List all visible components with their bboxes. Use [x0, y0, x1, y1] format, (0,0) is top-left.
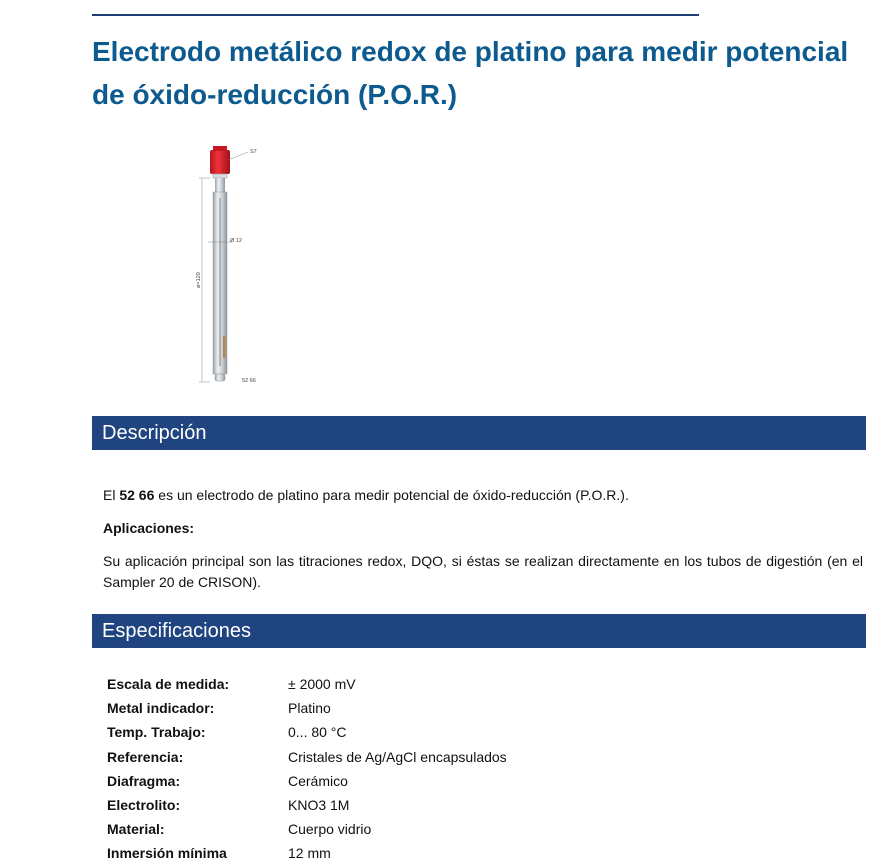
spec-value: Cristales de Ag/AgCl encapsulados [288, 748, 507, 765]
spec-label: Inmersión mínima [107, 845, 227, 862]
spec-label: Escala de medida: [107, 676, 230, 693]
spec-row [107, 793, 807, 817]
spec-label: Electrolito: [107, 797, 181, 814]
spec-row [107, 841, 807, 865]
top-rule [92, 14, 699, 16]
spec-value: 0... 80 °C [288, 724, 347, 741]
spec-value: KNO3 1M [288, 797, 350, 814]
spec-label: Material: [107, 821, 165, 838]
spec-value: ± 2000 mV [288, 676, 356, 693]
spec-row [107, 696, 807, 720]
electrode-svg [180, 138, 290, 388]
specs-table [107, 672, 807, 866]
electrode-drawing [180, 138, 290, 388]
descripcion-heading: Descripción [92, 416, 866, 450]
spec-row [107, 672, 807, 696]
spec-label: Referencia: [107, 748, 184, 765]
spec-label: Temp. Trabajo: [107, 724, 206, 741]
spec-value: Platino [288, 700, 331, 717]
spec-label: Diafragma: [107, 772, 181, 789]
spec-value: Cerámico [288, 772, 348, 789]
electrode-collar [213, 174, 227, 178]
intro-prefix: El [103, 487, 120, 503]
aplicaciones-heading: Aplicaciones: [103, 520, 195, 536]
model-label: 52 66 [242, 378, 256, 384]
length-label: ø=120 [196, 272, 202, 288]
spec-value: 12 mm [288, 845, 331, 862]
electrode-tip [215, 374, 225, 381]
spec-row [107, 817, 807, 841]
page-title: Electrodo metálico redox de platino para medir potencial de óxido-reducción (P.O.R.) [92, 36, 849, 110]
electrode-neck [215, 178, 225, 192]
diameter-label: Ø 12 [230, 238, 242, 244]
spec-value: Cuerpo vidrio [288, 821, 372, 838]
spec-label: Metal indicador: [107, 700, 215, 717]
electrode-cap [210, 150, 230, 174]
especificaciones-heading: Especificaciones [92, 614, 866, 648]
intro-rest: es un electrodo de platino para medir potencial de óxido-reducción (P.O.R.). [154, 487, 629, 503]
aplicaciones-text: Su aplicación principal son las titraciones redox, DQO, si éstas se realizan directamente en los tubos de digestión (en el Sampler 20 de CRISON). [103, 553, 863, 590]
description-intro [103, 485, 863, 506]
platinum-element [223, 336, 226, 358]
spec-row [107, 769, 807, 793]
connector-label: S7 [250, 149, 257, 155]
leader-line [228, 152, 248, 160]
intro-model: 52 66 [119, 487, 155, 503]
spec-row [107, 745, 807, 769]
electrode-cap-top [213, 146, 227, 151]
spec-row [107, 720, 807, 744]
